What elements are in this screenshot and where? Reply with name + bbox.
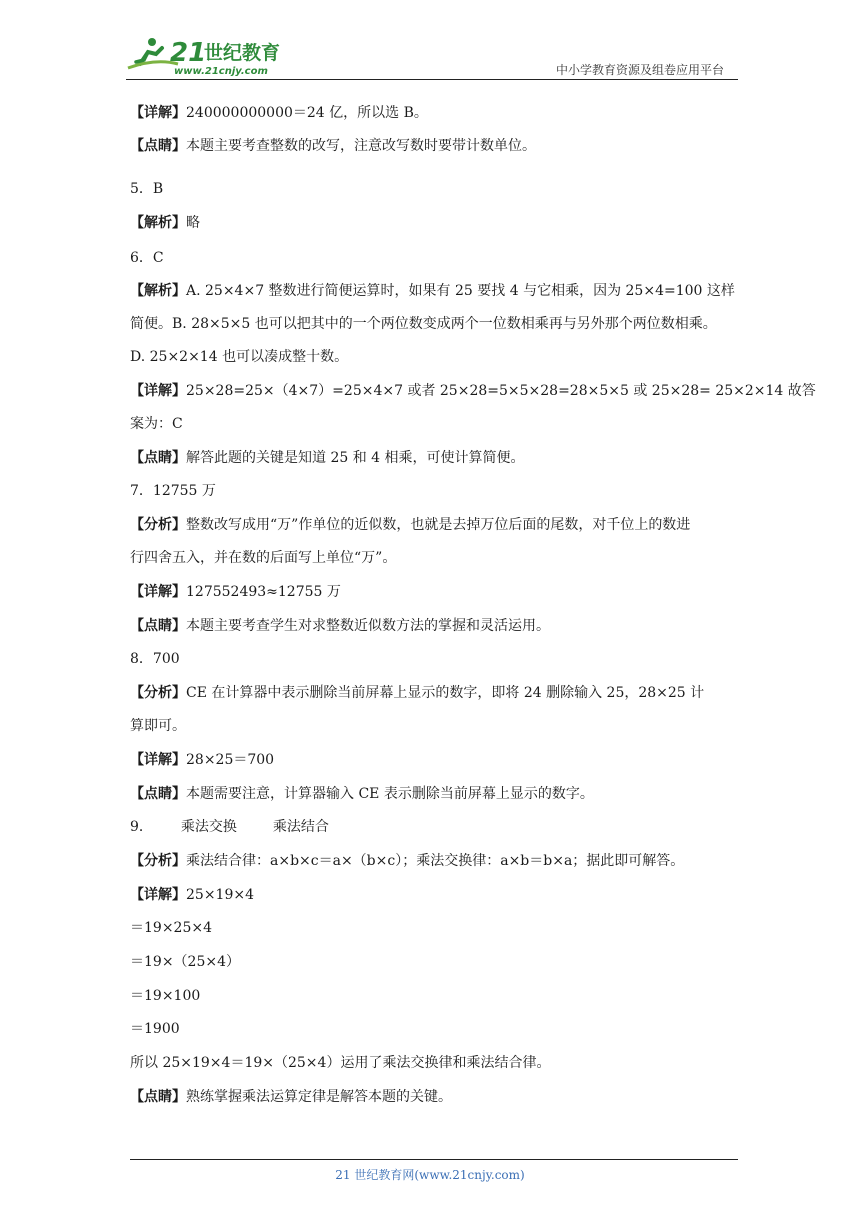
text-line: 【详解】28×25＝700 bbox=[130, 752, 275, 768]
header-divider bbox=[126, 79, 738, 80]
svg-text:21: 21 bbox=[170, 38, 207, 68]
text-line: 案为：C bbox=[130, 416, 183, 432]
text-line: 行四舍五入，并在数的后面写上单位“万”。 bbox=[130, 550, 397, 566]
text-line: ＝1900 bbox=[130, 1021, 180, 1037]
footer-divider bbox=[130, 1159, 738, 1160]
text-line: 【解析】A. 25×4×7 整数进行简便运算时，如果有 25 要找 4 与它相乘，因为 25×4=100 这样 bbox=[130, 283, 735, 299]
text-line: ＝19×100 bbox=[130, 988, 201, 1004]
footer-link[interactable]: 21 世纪教育网(www.21cnjy.com) bbox=[335, 1168, 525, 1182]
answer-blank: 乘法结合 bbox=[272, 819, 329, 835]
text-line: 【分析】CE 在计算器中表示删除当前屏幕上显示的数字，即将 24 删除输入 25，28×25 计 bbox=[130, 685, 705, 701]
text-line: D. 25×2×14 也可以凑成整十数。 bbox=[130, 349, 349, 365]
text-line: 【详解】240000000000＝24 亿，所以选 B。 bbox=[130, 105, 428, 121]
text-line: 【点睛】熟练掌握乘法运算定律是解答本题的关键。 bbox=[130, 1089, 452, 1105]
header-platform-text: 中小学教育资源及组卷应用平台 bbox=[555, 63, 724, 77]
svg-text:www.21cnjy.com: www.21cnjy.com bbox=[174, 66, 268, 76]
text-line: 【点睛】本题主要考查学生对求整数近似数方法的掌握和灵活运用。 bbox=[130, 618, 550, 634]
text-line: 【详解】25×28=25×（4×7）=25×4×7 或者 25×28=5×5×28=28×5×5 或 25×28= 25×2×14 故答 bbox=[130, 383, 816, 399]
text-line: 所以 25×19×4＝19×（25×4）运用了乘法交换律和乘法结合律。 bbox=[130, 1055, 551, 1071]
logo-icon bbox=[126, 34, 296, 76]
text-line: 简便。B. 28×5×5 也可以把其中的一个两位数变成两个一位数相乘再与另外那个两位数相乘。 bbox=[130, 316, 717, 332]
text-line: 【解析】略 bbox=[130, 215, 200, 231]
text-line: 【点睛】本题主要考查整数的改写，注意改写数时要带计数单位。 bbox=[130, 138, 536, 154]
question-number: 7．12755 万 bbox=[130, 483, 216, 499]
text-line: 【详解】25×19×4 bbox=[130, 887, 254, 903]
question-number: 6．C bbox=[130, 250, 164, 266]
svg-text:世纪教育: 世纪教育 bbox=[204, 42, 281, 64]
text-line: 【分析】整数改写成用“万”作单位的近似数，也就是去掉万位后面的尾数，对千位上的数进 bbox=[130, 517, 691, 533]
question-number: 8．700 bbox=[130, 651, 180, 667]
text-line: 算即可。 bbox=[130, 718, 186, 734]
text-line: 【分析】乘法结合律：a×b×c＝a×（b×c）；乘法交换律：a×b＝b×a；据此即可解答。 bbox=[130, 853, 685, 869]
text-line: 【点睛】解答此题的关键是知道 25 和 4 相乘，可使计算简便。 bbox=[130, 450, 525, 466]
question-number: 9． 乘法交换 乘法结合 bbox=[130, 819, 329, 835]
answer-blank: 乘法交换 bbox=[180, 819, 237, 835]
text-line: 【详解】127552493≈12755 万 bbox=[130, 584, 341, 600]
text-line: 【点睛】本题需要注意，计算器输入 CE 表示删除当前屏幕上显示的数字。 bbox=[130, 786, 594, 802]
question-number: 5．B bbox=[130, 181, 164, 197]
text-line: ＝19×（25×4） bbox=[130, 954, 240, 970]
page-header bbox=[126, 30, 738, 80]
text-line: ＝19×25×4 bbox=[130, 920, 212, 936]
